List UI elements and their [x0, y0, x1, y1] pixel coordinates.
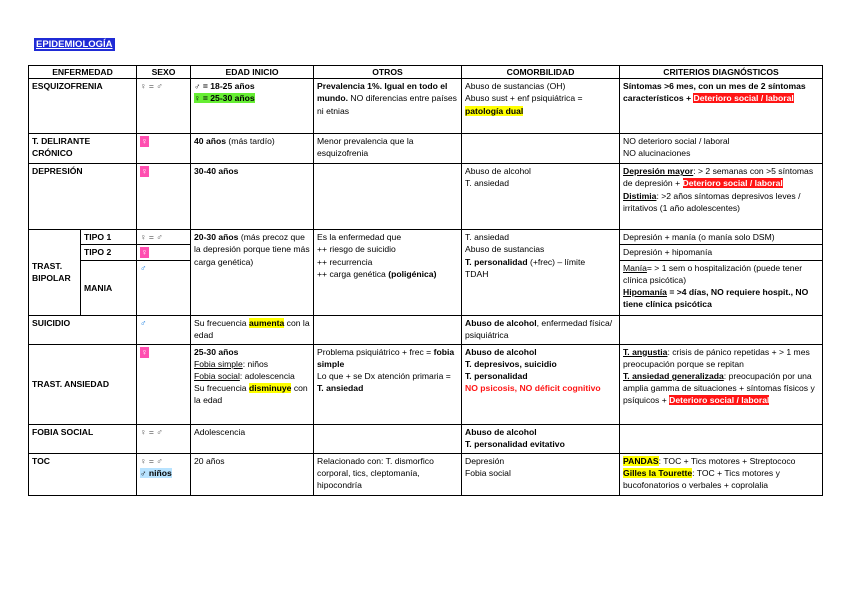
comor-item: , enfermedad física/ psiquiátrica [465, 317, 613, 340]
crit-underline: Distimia [623, 190, 657, 201]
crit-underline: T. ansiedad generalizada [623, 371, 724, 382]
sex-cell: ♀ = ♂ [137, 230, 191, 245]
sex-equal: ♀ = ♂ [140, 455, 163, 466]
comor-item: Abuso de sustancias [465, 244, 545, 255]
age-cell [191, 134, 314, 164]
crit-text: : > 2 semanas con >5 síntomas de depresión + [623, 166, 814, 189]
female-icon: ♀ [141, 136, 148, 147]
subtype: TIPO 1 [81, 230, 137, 245]
female-icon: ♀ [141, 166, 148, 177]
otros-item: ++ recurrencia [317, 256, 373, 267]
crit-red: Deterioro social / laboral [693, 93, 794, 104]
crit-underline: Hipomanía [623, 287, 667, 298]
comor-item: Fobia social [465, 467, 511, 478]
age-text: : niños [242, 358, 269, 369]
comor-cell [462, 424, 620, 453]
otros-bold: Prevalencia 1%. Igual en todo el mundo. [317, 81, 448, 104]
otros-item: Es la enfermedad que [317, 232, 402, 243]
age-cell: 20 años [191, 453, 314, 495]
comor-item: T. ansiedad [465, 178, 509, 189]
otros-text: NO diferencias entre países ni etnias [317, 93, 457, 116]
crit-underline: Manía [623, 262, 647, 273]
age-highlight: aumenta [248, 317, 285, 328]
comor-bold: Abuso de alcohol [465, 426, 537, 437]
comor-cell [462, 79, 620, 134]
disease-name: FOBIA SOCIAL [29, 424, 137, 453]
crit-underline: Depresión mayor [623, 166, 694, 177]
age-cell [191, 315, 314, 344]
crit-cell [620, 260, 823, 315]
otros-item: Lo que + se Dx atención primaria = [317, 371, 451, 382]
age-bold: 25-30 años [194, 346, 239, 357]
disease-name: TOC [29, 453, 137, 495]
crit-text: : crisis de pánico repetidas + > 1 mes preocupación porque se repitan [623, 346, 810, 369]
age-text: Su frecuencia [194, 383, 249, 394]
comor-item: (+frec) – límite [527, 256, 586, 267]
crit-cell: Depresión + manía (o manía solo DSM) [620, 230, 823, 245]
comor-bold: T. personalidad evitativo [465, 438, 565, 449]
header-comorbilidad: COMORBILIDAD [462, 66, 620, 79]
row-depresion [29, 164, 823, 230]
comor-red: NO psicosis, NO déficit cognitivo [465, 383, 601, 394]
sex-cell: ♀ = ♂ [137, 424, 191, 453]
comor-item: T. ansiedad [465, 232, 509, 243]
age-text: (más precoz que la depresión porque tiene más carga genética) [194, 232, 310, 267]
crit-text: = > 1 sem o hospitalización (puede tener clínica psicótica) [623, 262, 803, 285]
sex-cell [137, 344, 191, 424]
sex-cell [137, 134, 191, 164]
sex-male-children: ♂ niños [140, 467, 172, 478]
age-text: (más tardío) [226, 136, 275, 147]
header-otros: OTROS [314, 66, 462, 79]
otros-cell [314, 315, 462, 344]
comor-bold: T. depresivos, suicidio [465, 358, 557, 369]
disease-name: DEPRESIÓN [29, 164, 137, 230]
otros-cell [314, 164, 462, 230]
age-underline: Fobia social [194, 371, 240, 382]
sex-cell [137, 245, 191, 260]
sex-cell [137, 315, 191, 344]
crit-red: Deterioro social / laboral [669, 395, 770, 406]
otros-bold: fobia simple [317, 346, 455, 369]
header-enfermedad: ENFERMEDAD [29, 66, 137, 79]
row-suicidio [29, 315, 823, 344]
age-highlight: disminuye [248, 383, 292, 394]
comor-bold: T. personalidad [465, 371, 528, 382]
otros-bold: (poligénica) [388, 268, 437, 279]
otros-cell [314, 230, 462, 315]
crit-cell [620, 315, 823, 344]
crit-text: : TOC + Tics motores + Streptococo [658, 455, 796, 466]
otros-cell: Menor prevalencia que la esquizofrenia [314, 134, 462, 164]
crit-cell: Depresión + hipomanía [620, 245, 823, 260]
crit-text: : preocupación por una amplia gamma de situaciones + síntomas físicos y psíquicos + [623, 371, 815, 406]
crit-cell [620, 424, 823, 453]
age-cell: Adolescencia [191, 424, 314, 453]
sex-cell [137, 453, 191, 495]
comor-cell [462, 230, 620, 315]
comor-bold: Abuso de alcohol [465, 317, 537, 328]
otros-cell [314, 79, 462, 134]
comor-cell [462, 164, 620, 230]
disease-name: TRAST. ANSIEDAD [29, 344, 137, 424]
row-fobia-social [29, 424, 823, 453]
comor-cell [462, 134, 620, 164]
age-underline: Fobia simple [194, 358, 243, 369]
comor-item: Depresión [465, 455, 505, 466]
crit-cell [620, 164, 823, 230]
crit-item: NO alucinaciones [623, 148, 691, 159]
crit-cell [620, 344, 823, 424]
otros-cell [314, 424, 462, 453]
disease-name: TRAST. BIPOLAR [29, 230, 81, 315]
comor-item: Abuso de sustancias (OH) [465, 81, 566, 92]
row-bipolar-tipo1 [29, 230, 823, 245]
comor-cell [462, 344, 620, 424]
crit-cell [620, 134, 823, 164]
crit-cell [620, 79, 823, 134]
otros-item: Problema psiquiátrico + frec = [317, 346, 434, 357]
disease-name: SUICIDIO [29, 315, 137, 344]
disease-name: ESQUIZOFRENIA [29, 79, 137, 134]
crit-text: : TOC + Tics motores y bucofonatorios o verbales + coprolalia [623, 467, 780, 491]
age-bold: 40 años [194, 136, 227, 147]
crit-underline: T. angustia [623, 346, 668, 357]
crit-cell [620, 453, 823, 495]
female-icon: ♀ [141, 346, 148, 357]
crit-text: : >2 años síntomas depresivos leves / irritativos (1 año adolescentes) [623, 190, 801, 213]
sex-cell [137, 164, 191, 230]
comor-item: TDAH [465, 268, 489, 279]
crit-highlight: PANDAS [623, 455, 659, 466]
page-title: EPIDEMIOLOGÍA [36, 39, 113, 50]
female-icon: ♀ [141, 247, 148, 258]
row-esquizofrenia [29, 79, 823, 134]
sex-cell [137, 260, 191, 315]
row-delirante [29, 134, 823, 164]
crit-text: Síntomas >6 mes, con un mes de 2 síntomas característicos + [623, 81, 806, 104]
comor-cell [462, 453, 620, 495]
age-text: Su frecuencia [194, 317, 249, 328]
male-icon: ♂ [140, 317, 147, 328]
subtype: TIPO 2 [81, 245, 137, 260]
crit-red: Deterioro social / laboral [682, 178, 783, 189]
age-female: ♀ = 25-30 años [194, 93, 255, 104]
header-row [29, 66, 823, 79]
header-sexo: SEXO [137, 66, 191, 79]
row-ansiedad [29, 344, 823, 424]
age-male: ♂ = 18-25 años [194, 81, 255, 92]
epidemiology-table [28, 65, 823, 496]
crit-item: NO deterioro social / laboral [623, 136, 730, 147]
comor-item: Abuso sust + enf psiquiátrica = [465, 93, 583, 104]
header-edad: EDAD INICIO [191, 66, 314, 79]
otros-cell: Relacionado con: T. dismorfico corporal, tics, cleptomanía, hipocondría [314, 453, 462, 495]
otros-item: ++ riesgo de suicidio [317, 244, 396, 255]
age-text: con la edad [194, 317, 310, 340]
age-cell: 30-40 años [191, 164, 314, 230]
disease-name: T. DELIRANTE CRÓNICO [29, 134, 137, 164]
sex-cell: ♀ = ♂ [137, 79, 191, 134]
age-cell [191, 79, 314, 134]
age-cell [191, 230, 314, 315]
otros-bold: T. ansiedad [317, 383, 364, 394]
comor-cell [462, 315, 620, 344]
crit-text: = >4 días, NO requiere hospit., NO tiene clínica psicótica [623, 287, 809, 310]
age-bold: 20-30 años [194, 232, 239, 243]
crit-highlight: Gilles la Tourette [623, 467, 693, 478]
male-icon: ♂ [140, 262, 147, 273]
subtype: MANIA [81, 260, 137, 315]
otros-cell [314, 344, 462, 424]
otros-item: ++ carga genética [317, 268, 389, 279]
header-criterios: CRITERIOS DIAGNÓSTICOS [620, 66, 823, 79]
age-cell [191, 344, 314, 424]
comor-item: Abuso de alcohol [465, 166, 531, 177]
comor-bold: T. personalidad [465, 256, 528, 267]
comor-highlight: patología dual [465, 105, 524, 116]
comor-bold: Abuso de alcohol [465, 346, 537, 357]
row-toc [29, 453, 823, 495]
age-text: con la edad [194, 383, 308, 406]
age-text: : adolescencia [239, 371, 295, 382]
